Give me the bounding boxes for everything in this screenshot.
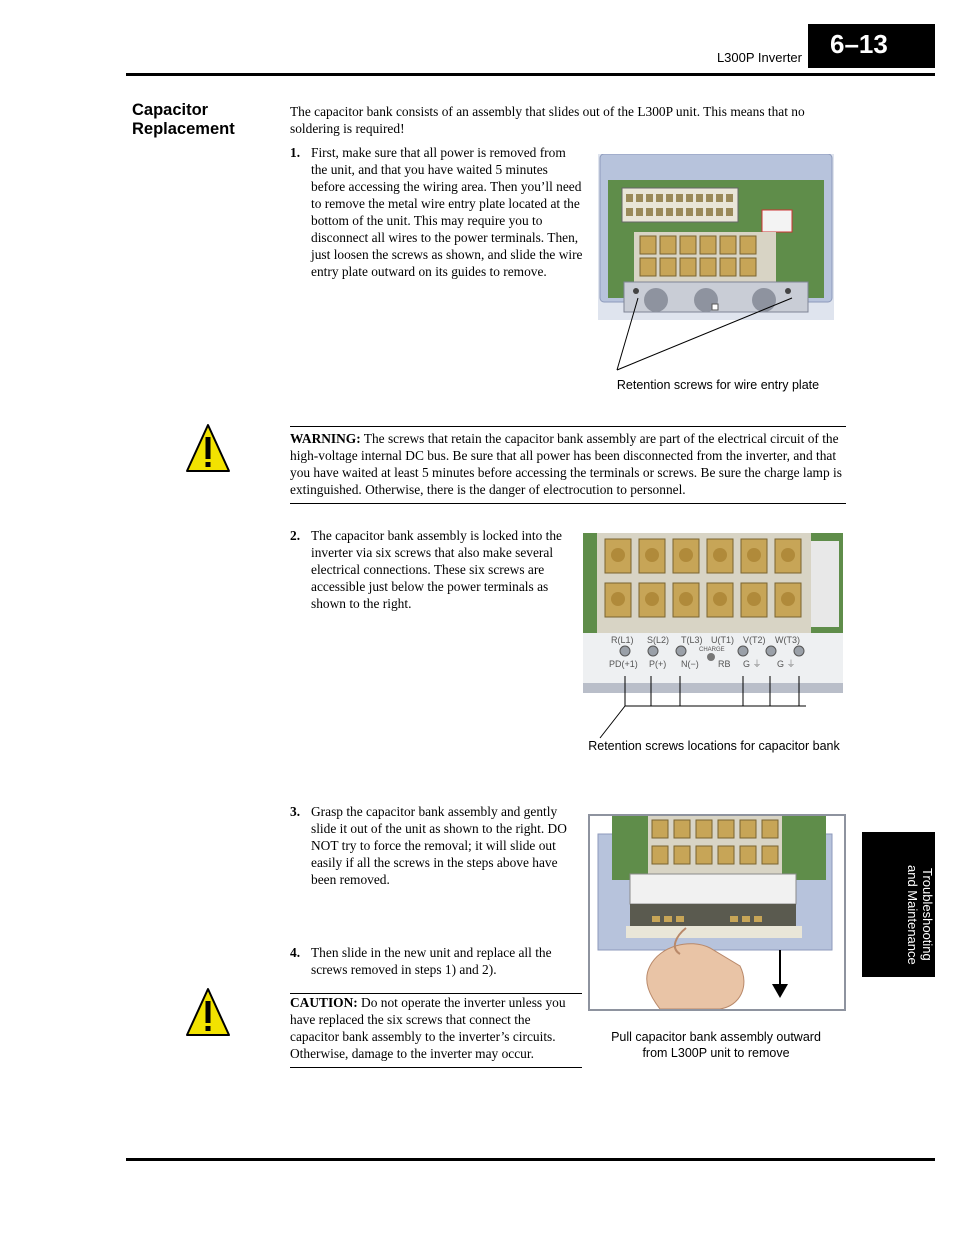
warning-triangle-icon: [185, 423, 231, 473]
section-heading-line2: Replacement: [132, 120, 235, 138]
terminal-label-top: U(T1): [711, 635, 734, 645]
callout-lines-capacitor-screws: [596, 676, 806, 742]
section-heading: [132, 101, 282, 139]
footer-rule: [126, 1158, 935, 1161]
terminal-label-top: S(L2): [647, 635, 670, 645]
step-text: First, make sure that all power is removed from the unit, and that you have waited 5 minutes before accessing the wiring area. Then you’ll need to remove the metal wire entry plate located at the bottom of the unit. This may require you to disconnect all wires to the power terminals. Then, just loosen the screws as shown, and slide the wire entry plate outward on its guides to remove.: [311, 145, 583, 279]
terminal-label-top: T(L3): [681, 635, 703, 645]
terminal-label-bottom: N(−): [681, 659, 699, 669]
terminal-label-bottom: RB: [718, 659, 731, 669]
terminal-label-top: V(T2): [743, 635, 766, 645]
terminal-label-top: W(T3): [775, 635, 800, 645]
figure-caption-wire-entry: Retention screws for wire entry plate: [616, 378, 820, 392]
terminal-label-bottom: PD(+1): [609, 659, 638, 669]
step-number: 2.: [290, 528, 301, 543]
header-manual-title: L300P Inverter: [716, 50, 802, 65]
step-number: 4.: [290, 945, 301, 960]
side-tab-line1: Troubleshooting: [920, 868, 935, 961]
step-text: Then slide in the new unit and replace all the screws removed in steps 1) and 2).: [311, 945, 552, 977]
terminal-label-top: R(L1): [611, 635, 634, 645]
step-3: [290, 803, 582, 888]
intro-paragraph: The capacitor bank consists of an assembly that slides out of the L300P unit. This means that no soldering is required!: [290, 104, 805, 136]
caution-lead: CAUTION:: [290, 995, 358, 1010]
warning-box: [290, 426, 846, 504]
capacitor-bank-removal-photo: [588, 814, 846, 1011]
caution-text: Do not operate the inverter unless you have replaced the six screws that connect the capacitor bank assembly to the inverter’s circuits. Otherwise, damage to the inverter may occur.: [290, 995, 566, 1061]
terminal-label-bottom: P(+): [649, 659, 667, 669]
warning-triangle-icon: [185, 987, 231, 1037]
step-1: [290, 144, 585, 280]
step-number: 3.: [290, 804, 301, 819]
figure-caption-capacitor-screws: Retention screws locations for capacitor bank: [588, 739, 840, 753]
section-heading-line1: Capacitor: [132, 101, 209, 119]
terminal-label-bottom: G ⏚: [743, 659, 762, 669]
caution-box: [290, 993, 582, 1068]
terminal-label-bottom: G ⏚: [777, 659, 796, 669]
down-arrow-icon: [770, 950, 790, 1000]
step-number: 1.: [290, 145, 301, 160]
charge-label: CHARGE: [699, 647, 725, 653]
chapter-side-tab-label: [862, 832, 935, 977]
caption-line: Pull capacitor bank assembly outward: [611, 1030, 821, 1044]
caption-line: from L300P unit to remove: [642, 1046, 790, 1060]
warning-lead: WARNING:: [290, 431, 361, 446]
step-2: [290, 527, 568, 612]
step-text: The capacitor bank assembly is locked into the inverter via six screws that also make several electrical connections. These six screws are accessible just below the power terminals as shown to the right.: [311, 528, 562, 611]
figure-caption-removal: [590, 1029, 842, 1061]
capacitor-bank-screws-photo: [583, 533, 843, 693]
side-tab-line2: and Maintenance: [905, 864, 920, 965]
warning-text: The screws that retain the capacitor bank assembly are part of the electrical circuit of the high-voltage internal DC bus. Be sure that all power has been disconnected from the inverter, and that you have waited at least 5 minutes before accessing the terminals or screws. Be sure the charge lamp is extinguished. Otherwise, there is the danger of electrocution to personnel.: [290, 431, 842, 497]
step-4: [290, 944, 582, 978]
page-number: 6–13: [808, 24, 935, 68]
callout-lines-wire-entry: [600, 296, 800, 376]
header-rule: [126, 73, 935, 76]
step-text: Grasp the capacitor bank assembly and gently slide it out of the unit as shown to the right. DO NOT try to force the removal; it will slide out easily if all the screws in the steps above have been removed.: [311, 804, 567, 887]
